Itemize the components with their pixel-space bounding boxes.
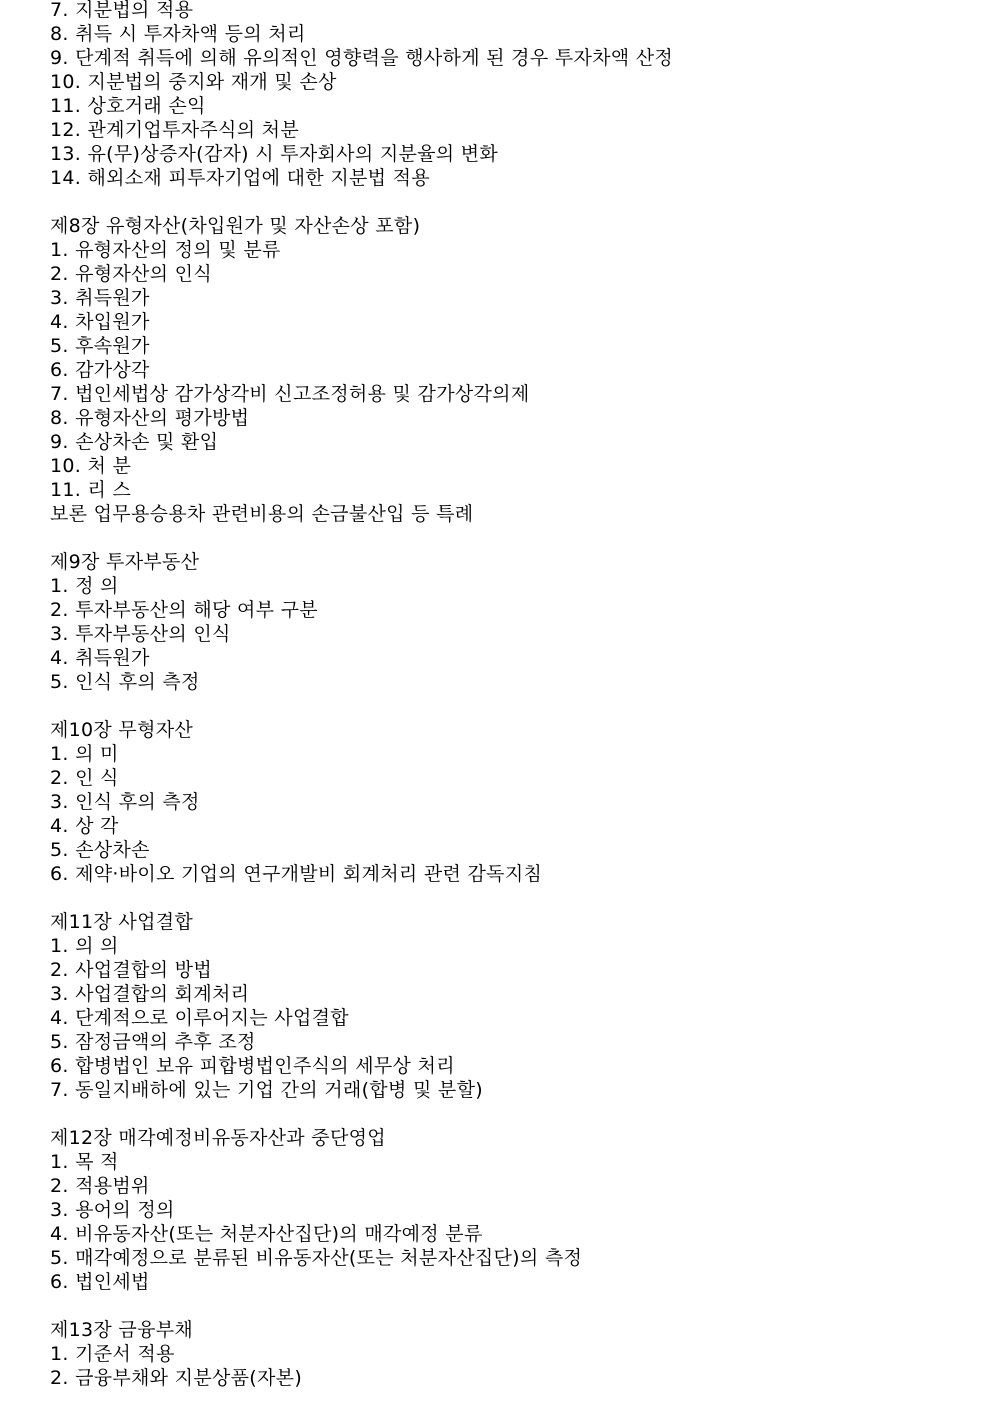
list-item: 1. 목 적 <box>50 1151 119 1173</box>
spacer <box>50 190 970 214</box>
list-item: 1. 유형자산의 정의 및 분류 <box>50 239 281 261</box>
list-item: 4. 비유동자산(또는 처분자산집단)의 매각예정 분류 <box>50 1223 483 1245</box>
list-item: 1. 의 미 <box>50 743 119 765</box>
list-item: 5. 인식 후의 측정 <box>50 671 200 693</box>
spacer <box>50 694 970 718</box>
list-item: 9. 단계적 취득에 의해 유의적인 영향력을 행사하게 된 경우 투자차액 산정 <box>50 47 674 69</box>
chapter-heading: 제9장 투자부동산 <box>50 551 200 573</box>
list-item: 4. 차입원가 <box>50 311 150 333</box>
list-item: 보론 업무용승용차 관련비용의 손금불산입 등 특례 <box>50 503 474 525</box>
list-item: 7. 지분법의 적용 <box>50 0 194 21</box>
list-item: 3. 인식 후의 측정 <box>50 791 200 813</box>
chapter-heading: 제11장 사업결합 <box>50 911 194 933</box>
list-item: 8. 취득 시 투자차액 등의 처리 <box>50 23 306 45</box>
list-item: 2. 인 식 <box>50 767 119 789</box>
list-item: 2. 금융부채와 지분상품(자본) <box>50 1367 303 1389</box>
list-item: 4. 상 각 <box>50 815 119 837</box>
spacer <box>50 1294 970 1318</box>
list-item: 5. 잠정금액의 추후 조정 <box>50 1031 256 1053</box>
list-item: 12. 관계기업투자주식의 처분 <box>50 119 299 141</box>
list-item: 9. 손상차손 및 환입 <box>50 431 219 453</box>
chapter-heading: 제12장 매각예정비유동자산과 중단영업 <box>50 1127 386 1149</box>
document-page <box>50 0 970 1390</box>
list-item: 1. 의 의 <box>50 935 119 957</box>
chapter-heading: 제8장 유형자산(차입원가 및 자산손상 포함) <box>50 215 421 237</box>
spacer <box>50 1102 970 1126</box>
list-item: 5. 후속원가 <box>50 335 150 357</box>
list-item: 6. 감가상각 <box>50 359 150 381</box>
list-item: 10. 지분법의 중지와 재개 및 손상 <box>50 71 337 93</box>
list-item: 2. 투자부동산의 해당 여부 구분 <box>50 599 318 621</box>
list-item: 11. 리 스 <box>50 479 132 501</box>
chapter-heading: 제13장 금융부채 <box>50 1319 194 1341</box>
list-item: 6. 법인세법 <box>50 1271 150 1293</box>
list-item: 5. 매각예정으로 분류된 비유동자산(또는 처분자산집단)의 측정 <box>50 1247 583 1269</box>
list-item: 3. 취득원가 <box>50 287 150 309</box>
list-item: 4. 단계적으로 이루어지는 사업결합 <box>50 1007 349 1029</box>
list-item: 7. 동일지배하에 있는 기업 간의 거래(합병 및 분할) <box>50 1079 483 1101</box>
chapter-heading: 제10장 무형자산 <box>50 719 194 741</box>
list-item: 2. 적용범위 <box>50 1175 150 1197</box>
list-item: 10. 처 분 <box>50 455 132 477</box>
list-item: 7. 법인세법상 감가상각비 신고조정허용 및 감가상각의제 <box>50 383 530 405</box>
list-item: 14. 해외소재 피투자기업에 대한 지분법 적용 <box>50 167 430 189</box>
list-item: 6. 합병법인 보유 피합병법인주식의 세무상 처리 <box>50 1055 455 1077</box>
list-item: 3. 투자부동산의 인식 <box>50 623 231 645</box>
list-item: 8. 유형자산의 평가방법 <box>50 407 250 429</box>
list-item: 3. 용어의 정의 <box>50 1199 175 1221</box>
list-item: 4. 취득원가 <box>50 647 150 669</box>
list-item: 2. 유형자산의 인식 <box>50 263 212 285</box>
list-item: 6. 제약·바이오 기업의 연구개발비 회계처리 관련 감독지침 <box>50 863 543 885</box>
list-item: 13. 유(무)상증자(감자) 시 투자회사의 지분율의 변화 <box>50 143 499 165</box>
list-item: 5. 손상차손 <box>50 839 150 861</box>
list-item: 3. 사업결합의 회계처리 <box>50 983 250 1005</box>
list-item: 2. 사업결합의 방법 <box>50 959 212 981</box>
list-item: 11. 상호거래 손익 <box>50 95 206 117</box>
list-item: 1. 기준서 적용 <box>50 1343 175 1365</box>
list-item: 1. 정 의 <box>50 575 119 597</box>
spacer <box>50 526 970 550</box>
spacer <box>50 886 970 910</box>
